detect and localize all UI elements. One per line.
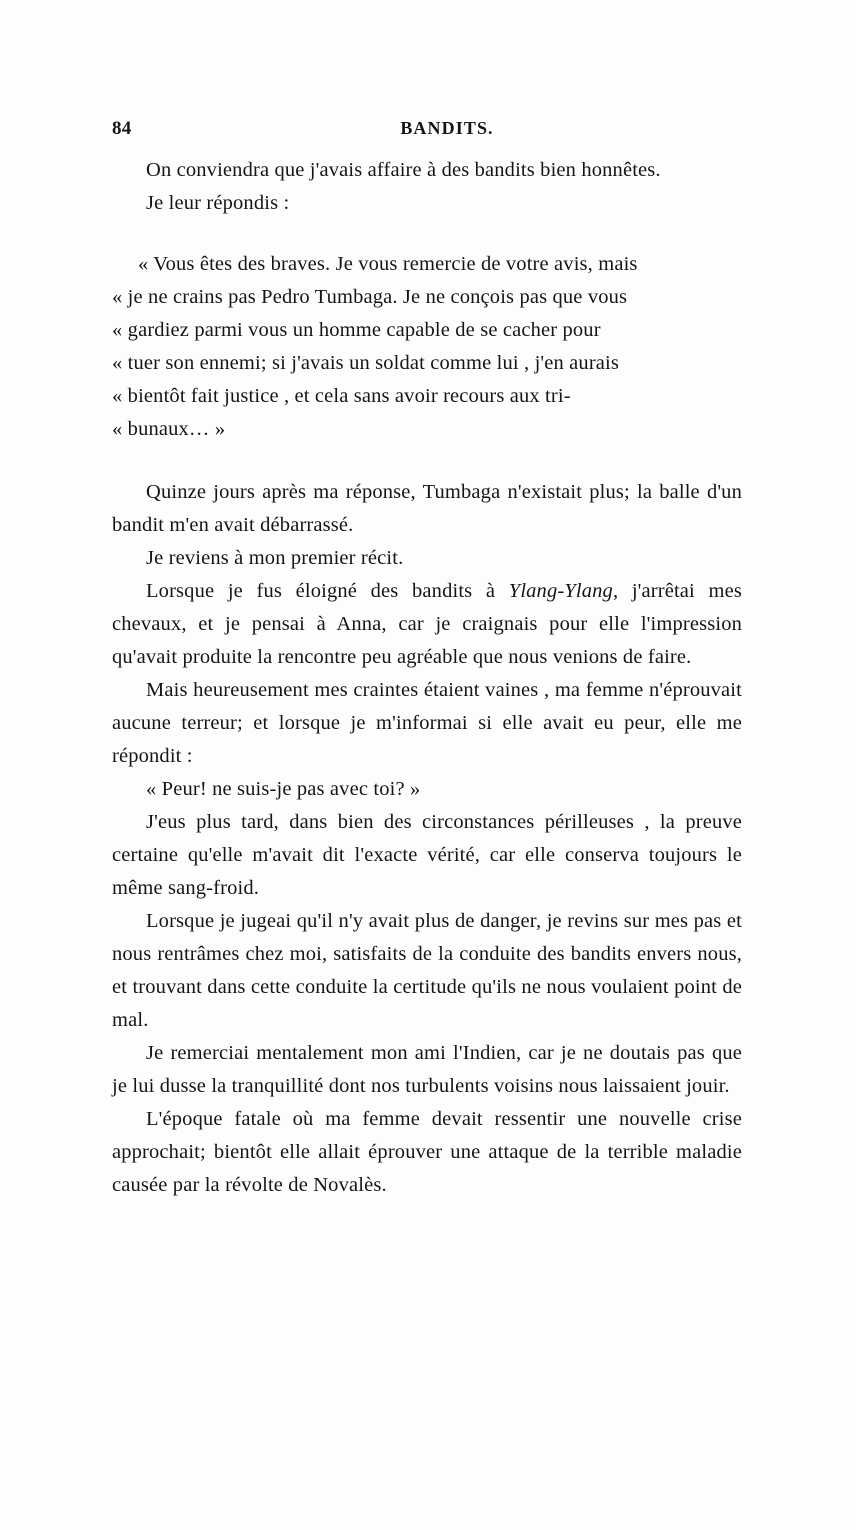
paragraph: Mais heureusement mes craintes étaient vaines , ma femme n'éprouvait aucune terreur; et lorsque je m'informai si elle avait eu peur, elle me répondit :	[112, 679, 742, 767]
paragraph: J'eus plus tard, dans bien des circonstances périlleuses , la preuve certaine qu'elle m'avait dit l'exacte vérité, car elle conserva toujours le même sang-froid.	[112, 811, 742, 899]
paragraph-ylang	[112, 575, 742, 674]
paragraph: « Peur! ne suis-je pas avec toi? »	[146, 778, 421, 800]
ylang-before: Lorsque je fus éloigné des bandits à	[146, 580, 509, 602]
paragraph: L'époque fatale où ma femme devait ressentir une nouvelle crise approchait; bientôt elle allait éprouver une attaque de la terrible maladie causée par la révolte de Novalès.	[112, 1108, 742, 1196]
paragraph: On conviendra que j'avais affaire à des bandits bien honnêtes.	[146, 159, 661, 181]
quoted-letter	[112, 248, 742, 446]
paragraph: Je leur répondis :	[146, 192, 290, 214]
quote-line: « bunaux… »	[112, 418, 226, 440]
ylang-after: , j'arrêtai mes chevaux, et je pensai à Anna, car je craignais pour elle l'impression qu'avait produite la rencontre peu agréable que nous venions de faire.	[112, 580, 742, 668]
quote-line: « tuer son ennemi; si j'avais un soldat comme lui , j'en aurais	[112, 352, 620, 374]
paragraph: Je remerciai mentalement mon ami l'Indien, car je ne doutais pas que je lui dusse la tranquillité dont nos turbulents voisins nous laissaient jouir.	[112, 1042, 742, 1097]
quote-line: « je ne crains pas Pedro Tumbaga. Je ne conçois pas que vous	[112, 286, 628, 308]
paragraph: Lorsque je jugeai qu'il n'y avait plus de danger, je revins sur mes pas et nous rentrâmes chez moi, satisfaits de la conduite des bandits envers nous, et trouvant dans cette conduite la certitude qu'ils ne nous voulaient point de mal.	[112, 910, 742, 1031]
page-header	[112, 118, 742, 140]
quote-line: « gardiez parmi vous un homme capable de se cacher pour	[112, 319, 601, 341]
quote-line: « Vous êtes des braves. Je vous remercie de votre avis, mais	[138, 253, 638, 275]
quote-line: « bientôt fait justice , et cela sans avoir recours aux tri-	[112, 385, 571, 407]
paragraph: Je reviens à mon premier récit.	[146, 547, 404, 569]
running-head: BANDITS.	[400, 118, 494, 138]
page-number: 84	[112, 118, 132, 139]
paragraph: Quinze jours après ma réponse, Tumbaga n'existait plus; la balle d'un bandit m'en avait débarrassé.	[112, 481, 742, 536]
page-content	[112, 118, 742, 1202]
ylang-title: Ylang-Ylang	[508, 580, 613, 602]
